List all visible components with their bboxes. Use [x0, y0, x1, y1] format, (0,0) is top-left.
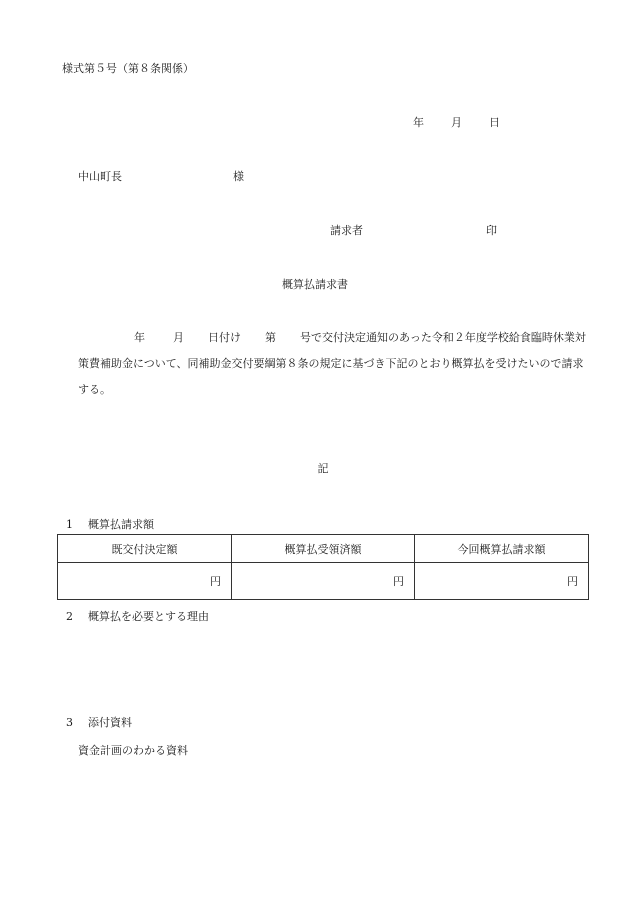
received-amount-cell: 円: [232, 563, 415, 600]
section-2-heading: [66, 608, 209, 624]
header-granted-amount: 既交付決定額: [58, 535, 232, 563]
section-2-label: 概算払を必要とする理由: [88, 610, 209, 623]
body-text: 号で交付決定通知のあった令和２年度学校給食臨時休業対策費補助金について、同補助金交付要綱第８条の規定に基づき下記のとおり概算払を受けたいので請求する。: [78, 331, 586, 396]
addressee: 中山町長: [78, 170, 122, 183]
honorific: 様: [233, 170, 244, 183]
requester-label: 請求者: [330, 224, 363, 237]
body-month: 月: [173, 331, 184, 344]
header-requested-amount: 今回概算払請求額: [415, 535, 589, 563]
body-year: 年: [134, 331, 145, 344]
body-day-dated: 日付け: [208, 331, 241, 344]
attachment-item: 資金計画のわかる資料: [78, 744, 188, 757]
form-number: 様式第５号（第８条関係）: [62, 62, 194, 75]
section-1-label: 概算払請求額: [88, 518, 154, 531]
requested-amount-cell: 円: [415, 563, 589, 600]
date-line: [413, 114, 500, 130]
document-title: 概算払請求書: [282, 278, 348, 291]
table-header-row: [58, 535, 589, 563]
date-month: 月: [451, 116, 462, 129]
section-2-number: 2: [66, 610, 73, 623]
seal-mark: 印: [486, 224, 497, 237]
date-day: 日: [489, 116, 500, 129]
body-paragraph: [78, 325, 590, 403]
section-3-number: 3: [66, 716, 73, 729]
header-received-amount: 概算払受領済額: [232, 535, 415, 563]
ki-heading: 記: [317, 462, 329, 475]
granted-amount-cell: 円: [58, 563, 232, 600]
amount-table: [57, 534, 589, 600]
section-3-label: 添付資料: [88, 716, 132, 729]
section-3-heading: [66, 714, 132, 730]
section-1-heading: [66, 516, 154, 532]
date-year: 年: [413, 116, 424, 129]
table-row: [58, 563, 589, 600]
body-number-prefix: 第: [265, 331, 276, 344]
section-1-number: 1: [66, 518, 73, 531]
